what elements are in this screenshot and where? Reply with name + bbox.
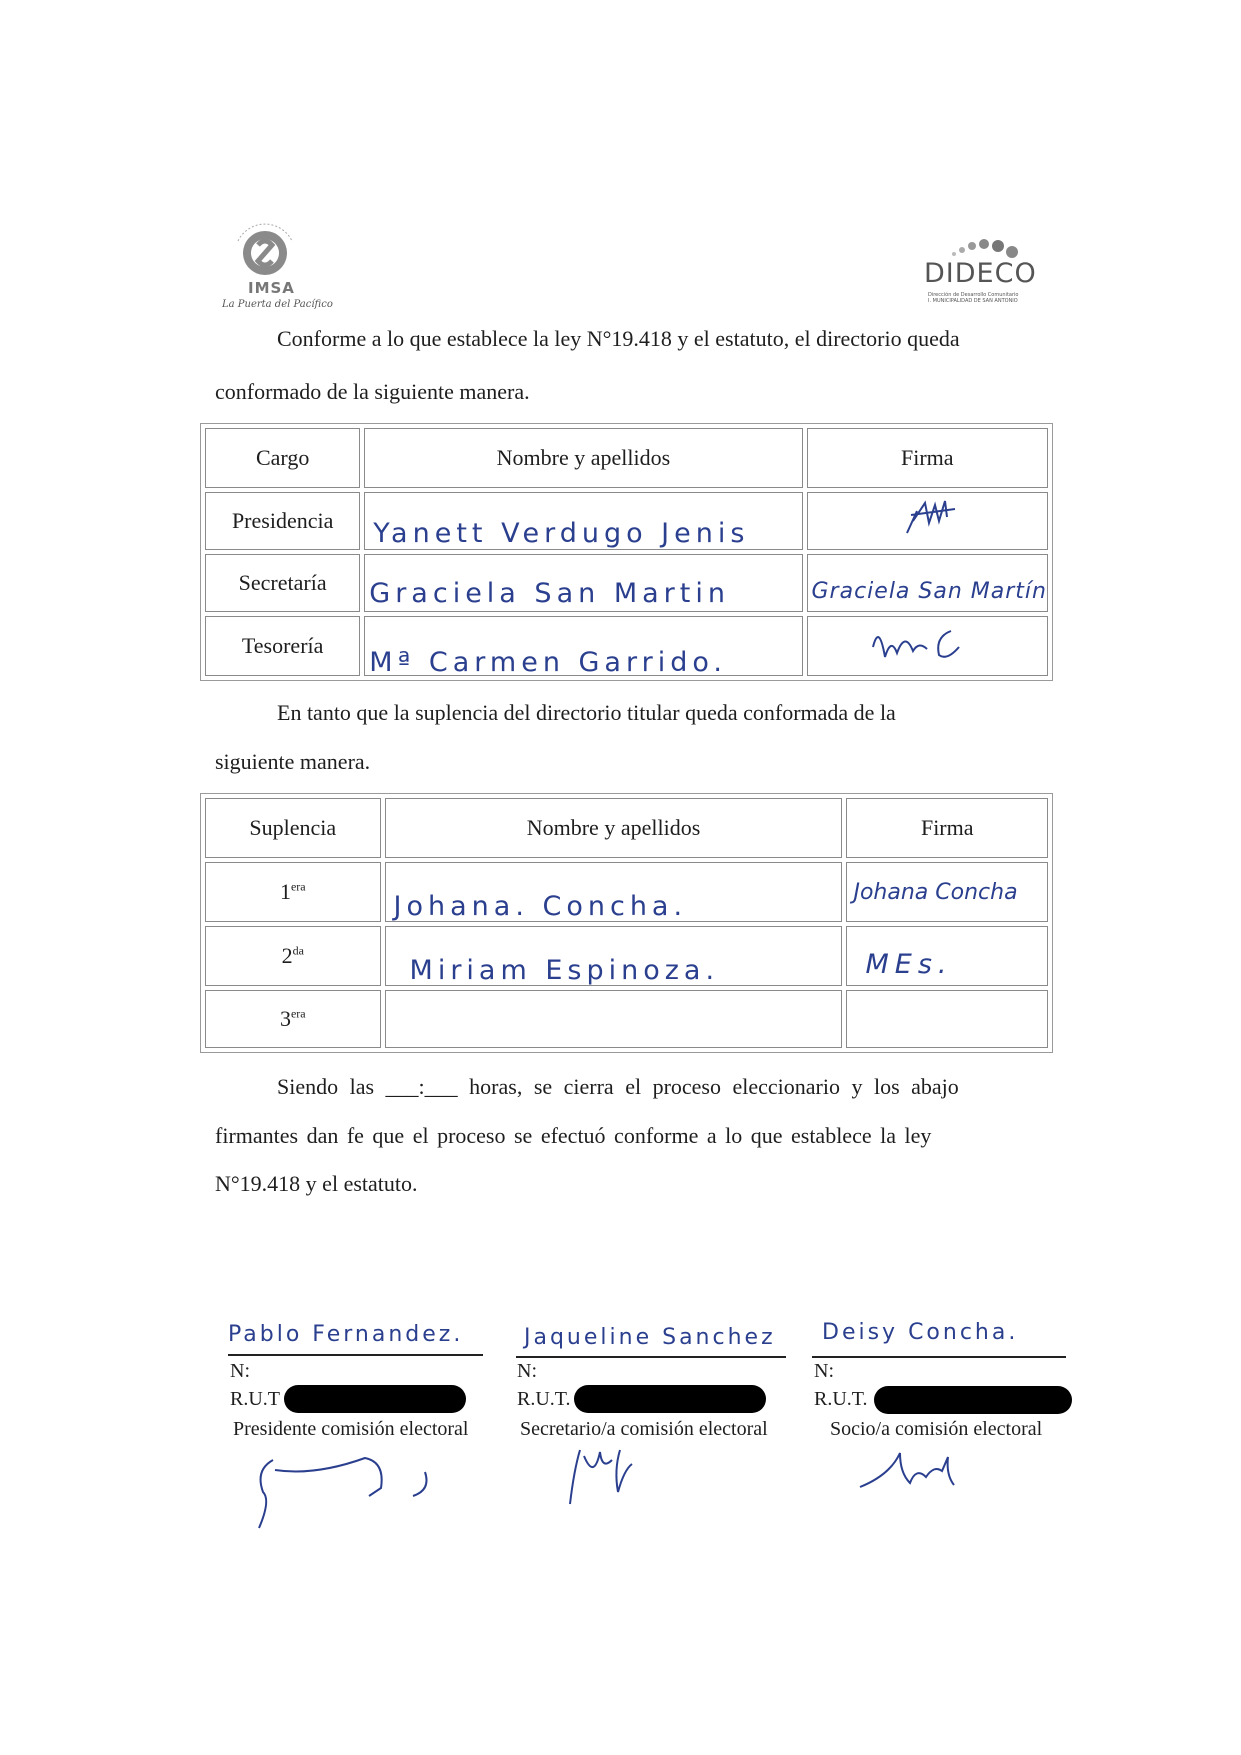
header-firma: Firma	[846, 798, 1048, 858]
dideco-sub-2: I. MUNICIPALIDAD DE SAN ANTONIO	[928, 298, 1018, 304]
signature-suplente-3	[846, 990, 1048, 1048]
table-row	[205, 554, 1048, 612]
signatory-3-role: Socio/a comisión electoral	[830, 1418, 1043, 1440]
name-suplente-2: Miriam Espinoza.	[409, 954, 720, 986]
signature-line	[812, 1356, 1066, 1358]
dideco-logo	[920, 232, 1050, 312]
signature-secretaria: Graciela San Martín	[811, 579, 1047, 604]
imsa-emblem-icon	[210, 215, 320, 285]
signature-presidencia	[807, 492, 1049, 550]
imsa-logo-tagline: La Puerta del Pacífico	[222, 299, 333, 310]
header-nombre: Nombre y apellidos	[364, 428, 802, 488]
signatory-1-rut: R.U.T	[230, 1388, 280, 1410]
header-cargo: Cargo	[205, 428, 360, 488]
signature-suplente-1: Johana Concha	[853, 880, 1018, 905]
redaction-bar	[574, 1385, 766, 1413]
signature-tesoreria	[807, 616, 1049, 676]
suplencia-num: $1^{era}$	[205, 862, 381, 922]
signature-line	[516, 1356, 786, 1358]
name-secretaria: Graciela San Martin	[369, 577, 730, 609]
signature-2-icon	[560, 1440, 680, 1510]
suplencia-intro-line-1: En tanto que la suplencia del directorio titular queda conformada de la	[277, 700, 896, 725]
closing-line-3: N°19.418 y el estatuto.	[215, 1171, 418, 1196]
closing-line-1: Siendo las ___:___ horas, se cierra el proceso eleccionario y los abajo	[277, 1074, 959, 1099]
dideco-logo-text: DIDECO	[924, 258, 1037, 289]
table-row	[205, 492, 1048, 550]
suplencia-num: $3^{era}$	[205, 990, 381, 1048]
cargo-cell: Presidencia	[205, 492, 360, 550]
table-row	[205, 926, 1048, 986]
suplencia-intro-line-2: siguiente manera.	[215, 749, 371, 774]
name-suplente-1: Johana. Concha.	[393, 890, 688, 922]
intro-line-1: Conforme a lo que establece la ley N°19.418 y el estatuto, el directorio queda	[277, 326, 960, 351]
cargo-cell: Secretaría	[205, 554, 360, 612]
signatory-1-n: N:	[230, 1360, 250, 1382]
redaction-bar	[284, 1385, 466, 1413]
suplencia-num: $2^{da}$	[205, 926, 381, 986]
header-suplencia: Suplencia	[205, 798, 381, 858]
signatory-2-n: N:	[517, 1360, 537, 1382]
redaction-bar	[874, 1386, 1072, 1414]
cargo-cell: Tesorería	[205, 616, 360, 676]
signatory-2-rut: R.U.T.	[517, 1388, 571, 1410]
dideco-sub-1: Dirección de Desarrollo Comunitario	[928, 292, 1019, 298]
signatory-2-handwritten: Jaqueline Sanchez	[524, 1325, 776, 1350]
imsa-logo	[210, 215, 333, 320]
signatory-3-n: N:	[814, 1360, 834, 1382]
signatory-3-rut: R.U.T.	[814, 1388, 868, 1410]
signature-suplente-2: MEs.	[865, 948, 953, 980]
signatory-1-role: Presidente comisión electoral	[233, 1418, 469, 1440]
signature-line	[228, 1354, 483, 1356]
closing-line-2: firmantes dan fe que el proceso se efectuó conforme a lo que establece la ley	[215, 1123, 932, 1148]
name-presidencia: Yanett Verdugo Jenis	[373, 517, 750, 549]
suplencia-table	[200, 793, 1053, 1053]
signatory-2-role: Secretario/a comisión electoral	[520, 1418, 768, 1440]
signature-3-icon	[850, 1445, 980, 1495]
signatory-3-handwritten: Deisy Concha.	[822, 1320, 1019, 1345]
directorio-table	[200, 423, 1053, 681]
table-row	[205, 616, 1048, 676]
imsa-logo-text: IMSA	[248, 279, 295, 297]
table-row	[205, 862, 1048, 922]
signatory-1-handwritten: Pablo Fernandez.	[228, 1322, 464, 1347]
header-nombre: Nombre y apellidos	[385, 798, 843, 858]
name-suplente-3	[385, 990, 843, 1048]
name-tesoreria: Mª Carmen Garrido.	[369, 646, 727, 678]
header-firma: Firma	[807, 428, 1049, 488]
signature-1-icon	[245, 1440, 445, 1530]
intro-line-2: conformado de la siguiente manera.	[215, 379, 530, 404]
table-row	[205, 990, 1048, 1048]
